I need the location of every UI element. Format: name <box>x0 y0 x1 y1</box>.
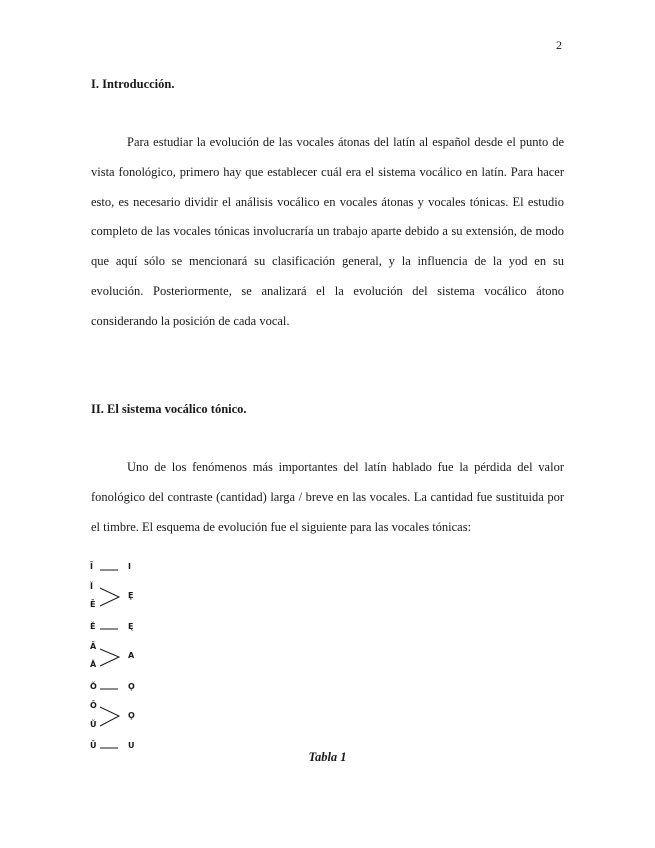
latin-vowel: Ō <box>90 701 97 710</box>
romance-vowel: Ọ <box>128 711 135 720</box>
romance-vowel: U <box>128 741 135 750</box>
latin-vowel: Ū <box>90 741 97 750</box>
latin-vowel: Ĭ <box>90 582 93 591</box>
paragraph-introduccion: Para estudiar la evolución de las vocales átonas del latín al español desde el punto de vista fonológico, primero hay que establecer cuál era el sistema vocálico en latín. Para hacer esto, es necesario dividir el análisis vocálico en vocales átonas y vocales tónicas. El estudio completo de las vocales tónicas involucraría un trabajo aparte debido a su extensión, de modo que aquí sólo se mencionará su clasificación general, y la influencia de la yod en su evolución. Posteriormente, se analizará el la evolución del sistema vocálico átono considerando la posición de cada vocal. <box>91 135 564 328</box>
latin-vowel: Ă <box>90 660 97 669</box>
vowel-evolution-scheme <box>88 560 168 755</box>
table-caption: Tabla 1 <box>308 750 347 764</box>
latin-vowel: Ĕ <box>90 622 96 631</box>
latin-vowel: Ē <box>90 600 96 609</box>
page-number: 2 <box>556 38 562 52</box>
romance-vowel: Ẹ <box>128 591 134 600</box>
connector-merge <box>100 707 119 726</box>
romance-vowel: I <box>128 562 131 571</box>
latin-vowel: Ī <box>90 562 93 571</box>
romance-vowel: Ǫ <box>128 682 135 691</box>
latin-vowel: Ŏ <box>90 682 97 691</box>
romance-vowel: Ę <box>128 622 134 631</box>
latin-vowel: Ŭ <box>90 720 97 729</box>
section-heading-sistema-tonico: II. El sistema vocálico tónico. <box>91 402 247 416</box>
paragraph-sistema-tonico: Uno de los fenómenos más importantes del latín hablado fue la pérdida del valor fonológico del contraste (cantidad) larga / breve en las vocales. La cantidad fue sustituida por el timbre. El esquema de evolución fue el siguiente para las vocales tónicas: <box>91 460 564 534</box>
section-heading-introduccion: I. Introducción. <box>91 77 175 91</box>
romance-vowel: A <box>128 651 135 660</box>
connector-merge <box>100 649 119 666</box>
connector-merge <box>100 588 119 606</box>
latin-vowel: Ā <box>90 642 97 651</box>
